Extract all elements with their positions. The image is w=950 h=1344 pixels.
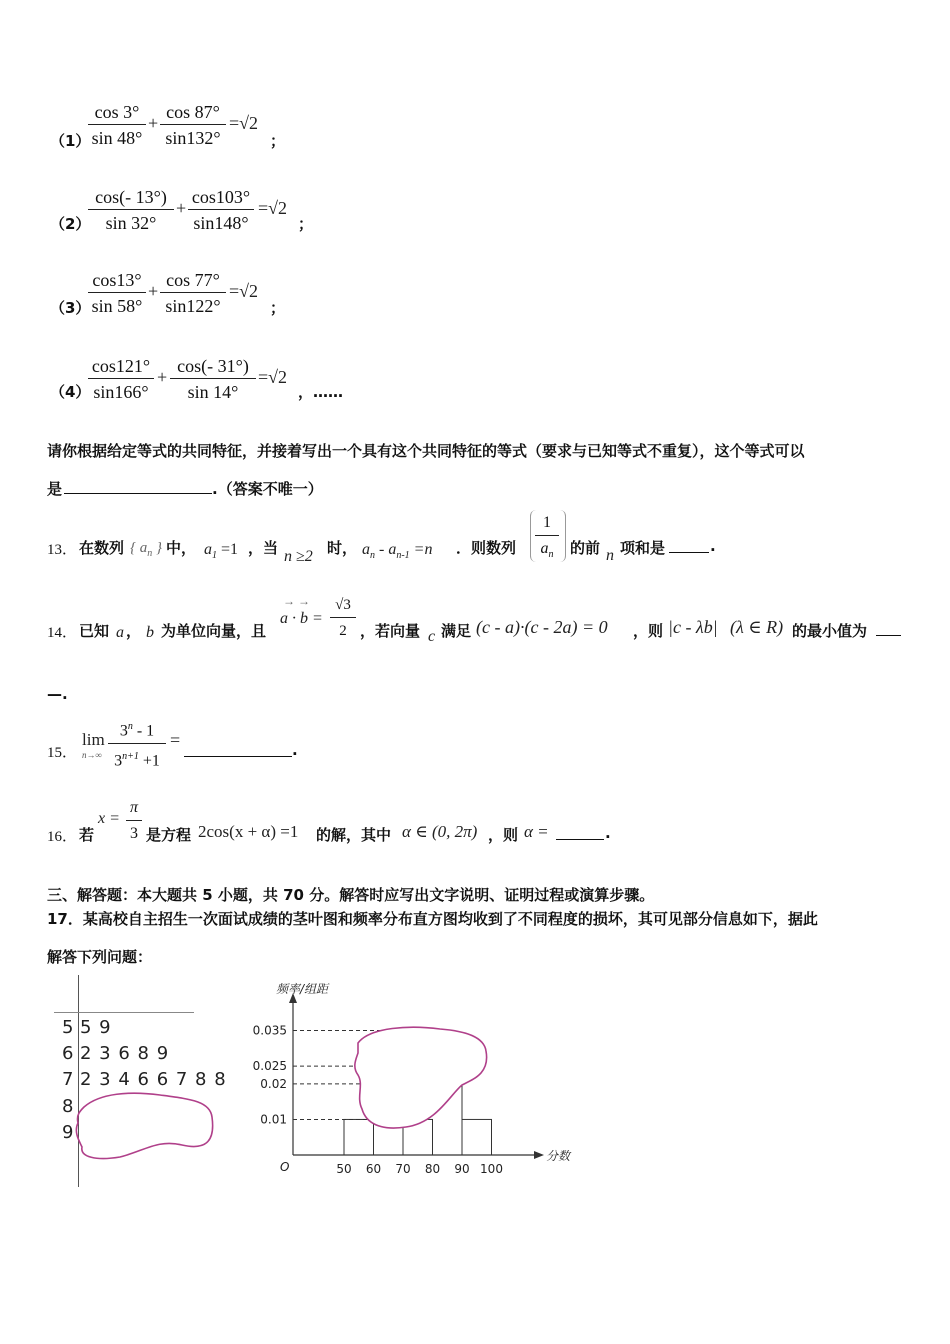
fraction-numerator: cos121° bbox=[91, 356, 151, 376]
question-number: 15． bbox=[47, 745, 78, 761]
plus-sign: + bbox=[176, 198, 187, 218]
punctuation: ，…… bbox=[298, 383, 344, 401]
equals-sign: = bbox=[170, 730, 181, 750]
x-ticks bbox=[336, 1162, 503, 1176]
math-domain: (λ ∈ R) bbox=[730, 617, 784, 637]
equation-rhs: =√2 bbox=[229, 113, 259, 133]
x-axis-label: 分数 bbox=[546, 1149, 571, 1163]
math-dot-product: a · b = bbox=[280, 610, 323, 627]
fraction-numerator: π bbox=[129, 799, 138, 816]
section-heading: 三、解答题：本大题共 5 小题，共 70 分。解答时应写出文字说明、证明过程或演算步骤。 bbox=[47, 886, 655, 904]
question-number: 13． bbox=[47, 542, 78, 558]
math-limit: lim bbox=[82, 730, 105, 749]
x-axis-arrow bbox=[534, 1151, 544, 1159]
question-text: ，则 bbox=[633, 622, 664, 640]
equation-rhs: =√2 bbox=[258, 198, 288, 218]
question-text: 为单位向量，且 bbox=[161, 622, 267, 640]
stem-value: 9 bbox=[62, 1122, 75, 1143]
fraction bbox=[88, 355, 154, 403]
math-range: α ∈ (0, 2π) bbox=[402, 822, 478, 841]
math-c: c bbox=[428, 628, 436, 645]
question-12-suffix: .（答案不唯一） bbox=[212, 480, 323, 498]
leaf-values: 2 3 6 8 9 bbox=[80, 1043, 170, 1064]
question-text: 是方程 bbox=[146, 826, 192, 844]
plus-sign: + bbox=[148, 113, 159, 133]
stem-value: 7 bbox=[62, 1069, 75, 1090]
fraction bbox=[88, 269, 146, 317]
math-limit-subscript: n→∞ bbox=[82, 750, 102, 760]
question-text: 的解，其中 bbox=[316, 826, 392, 844]
origin-label: O bbox=[280, 1160, 290, 1174]
question-text: 在数列 bbox=[79, 539, 125, 557]
stem-leaf-plot bbox=[50, 975, 230, 1190]
question-text: ，当 bbox=[248, 539, 279, 557]
answer-blank[interactable] bbox=[64, 493, 212, 494]
question-text: 已知 bbox=[79, 622, 110, 640]
item-label: （2） bbox=[50, 215, 91, 233]
y-tick-label: 0.035 bbox=[252, 1023, 287, 1038]
y-tick-label: 0.025 bbox=[252, 1059, 287, 1074]
answer-blank[interactable] bbox=[876, 635, 901, 636]
fraction-numerator: cos(- 13°) bbox=[95, 187, 167, 207]
item-label: （3） bbox=[50, 299, 91, 317]
fraction-denominator: sin 48° bbox=[91, 128, 143, 148]
leaf-values: 2 3 4 6 6 7 8 8 bbox=[80, 1069, 227, 1090]
answer-blank[interactable] bbox=[184, 756, 292, 757]
histogram-bar bbox=[344, 1119, 374, 1155]
fraction-denominator: sin148° bbox=[193, 213, 249, 233]
frequency-histogram bbox=[240, 975, 590, 1190]
fraction bbox=[535, 512, 559, 566]
fraction-denominator: sin 32° bbox=[105, 213, 157, 233]
fraction-numerator: cos 3° bbox=[94, 102, 140, 122]
fraction-denominator: sin122° bbox=[165, 296, 221, 316]
math-recurrence: $a_n - a_{n-1} =n$ bbox=[362, 541, 433, 562]
fraction-numerator: 1 bbox=[543, 514, 551, 531]
punctuation: ； bbox=[270, 132, 286, 150]
question-number: 16． bbox=[47, 829, 78, 845]
question-17-text-line2: 解答下列问题： bbox=[47, 948, 153, 966]
answer-blank-continued: —. bbox=[47, 685, 68, 703]
fraction-numerator: cos 87° bbox=[166, 102, 220, 122]
math-alpha-equals: α = bbox=[524, 822, 549, 841]
histogram-bar bbox=[462, 1119, 492, 1155]
damage-scribble bbox=[355, 1027, 487, 1128]
y-axis-label: 频率/组距 bbox=[276, 982, 329, 996]
question-17-text: 17．某高校自主招生一次面试成绩的茎叶图和频率分布直方图均收到了不同程度的损坏，其可见部分信息如下，据此 bbox=[47, 910, 818, 928]
stem-value: 6 bbox=[62, 1043, 75, 1064]
y-tick-label: 0.02 bbox=[260, 1076, 287, 1091]
fraction-numerator: 3$^n$ - 1 bbox=[119, 721, 155, 740]
punctuation: ， bbox=[126, 622, 142, 640]
question-text: 若 bbox=[79, 826, 95, 844]
question-text: ，若向量 bbox=[360, 622, 421, 640]
fraction-denominator: $a_n$ bbox=[540, 540, 554, 561]
punctuation: ； bbox=[298, 215, 314, 233]
fraction bbox=[88, 186, 174, 234]
stem-value: 5 bbox=[62, 1017, 75, 1038]
fraction bbox=[160, 269, 226, 317]
fraction-numerator: √3 bbox=[335, 597, 351, 613]
fraction-denominator: sin 58° bbox=[91, 296, 143, 316]
leaf-values: 5 9 bbox=[80, 1017, 112, 1038]
question-text: 的前 bbox=[570, 539, 601, 557]
question-12-prefix: 是 bbox=[47, 480, 63, 498]
math-x-equals: x = bbox=[98, 810, 120, 827]
fraction-denominator: sin166° bbox=[93, 382, 149, 402]
question-text: 项和是 bbox=[620, 539, 666, 557]
fraction-numerator: cos13° bbox=[92, 270, 142, 290]
math-expression: |c - λb| bbox=[668, 617, 718, 637]
damage-scribble bbox=[70, 1087, 220, 1165]
question-text: 时， bbox=[327, 539, 358, 557]
fraction bbox=[188, 186, 254, 234]
fraction-denominator: sin132° bbox=[165, 128, 221, 148]
fraction-denominator: $3^{n+1} +1$ bbox=[114, 751, 160, 770]
question-text: 的最小值为 bbox=[792, 622, 868, 640]
math-a: a bbox=[116, 624, 124, 641]
fraction bbox=[108, 716, 166, 773]
question-number: 14． bbox=[47, 625, 78, 641]
vector-arrows: → → bbox=[283, 594, 310, 608]
y-tick-label: 0.01 bbox=[260, 1112, 287, 1127]
x-tick-label: 60 bbox=[365, 1162, 382, 1176]
stem-leaf-header-line bbox=[54, 1012, 194, 1013]
fraction-denominator: 2 bbox=[339, 623, 347, 639]
question-text: ，则 bbox=[488, 826, 519, 844]
question-12-text: 请你根据给定等式的共同特征，并接着写出一个具有这个共同特征的等式（要求与已知等式不重复），这个等式可以 bbox=[47, 442, 805, 460]
fraction bbox=[330, 594, 356, 642]
math-a1: $a_1 =1$ bbox=[204, 541, 239, 562]
plus-sign: + bbox=[157, 367, 168, 387]
question-text: 满足 bbox=[441, 622, 472, 640]
math-condition: n ≥2 bbox=[284, 548, 313, 565]
x-tick-label: 90 bbox=[454, 1162, 470, 1176]
x-tick-label: 50 bbox=[336, 1162, 352, 1176]
x-tick-label: 80 bbox=[424, 1162, 441, 1176]
question-text: 中， bbox=[166, 539, 197, 557]
fraction bbox=[126, 797, 142, 845]
question-text: ．则数列 bbox=[456, 539, 517, 557]
fraction-numerator: cos103° bbox=[191, 187, 251, 207]
fraction-numerator: cos(- 31°) bbox=[177, 356, 249, 376]
math-sequence: { $a_n$ } bbox=[130, 540, 162, 559]
answer-blank[interactable] bbox=[556, 839, 604, 840]
plus-sign: + bbox=[148, 281, 159, 301]
math-n: n bbox=[606, 547, 614, 564]
stem-value: 8 bbox=[62, 1096, 75, 1117]
answer-blank[interactable] bbox=[669, 552, 709, 553]
fraction-denominator: sin 14° bbox=[187, 382, 239, 402]
fraction-numerator: cos 77° bbox=[166, 270, 220, 290]
punctuation: . bbox=[605, 824, 611, 842]
math-equation: 2cos(x + α) =1 bbox=[198, 822, 299, 841]
fraction bbox=[88, 101, 146, 149]
item-label: （4） bbox=[50, 383, 91, 401]
x-tick-label: 70 bbox=[395, 1162, 411, 1176]
fraction bbox=[170, 355, 256, 403]
punctuation: . bbox=[710, 537, 716, 555]
fraction-denominator: 3 bbox=[130, 825, 138, 842]
x-tick-label: 100 bbox=[480, 1162, 503, 1176]
equation-rhs: =√2 bbox=[258, 367, 288, 387]
equation-rhs: =√2 bbox=[229, 281, 259, 301]
math-condition: (c - a)·(c - 2a) = 0 bbox=[476, 617, 608, 637]
math-b: b bbox=[146, 624, 154, 641]
punctuation: . bbox=[292, 741, 298, 759]
punctuation: ； bbox=[270, 299, 286, 317]
item-label: （1） bbox=[50, 132, 91, 150]
fraction bbox=[160, 101, 226, 149]
